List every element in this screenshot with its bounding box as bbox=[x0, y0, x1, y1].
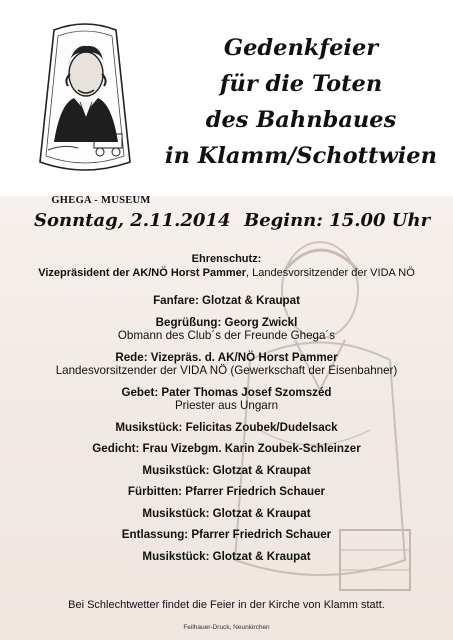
program-item bbox=[0, 294, 453, 308]
program-item-title: Fürbitten: Pfarrer Friedrich Schauer bbox=[127, 485, 326, 498]
weather-note: Bei Schlechtwetter findet die Feier in der Kirche von Klamm statt. bbox=[68, 599, 385, 611]
title-line-3: des Bahnbaues bbox=[205, 107, 397, 133]
page-title bbox=[156, 30, 446, 174]
honor-name: Vizepräsident der AK/NÖ Horst Pammer bbox=[38, 266, 247, 279]
program-item-subtitle: Obmann des Club´s der Freunde Ghega´s bbox=[117, 329, 336, 342]
program-item bbox=[0, 351, 453, 378]
event-start-time: Beginn: 15.00 Uhr bbox=[244, 210, 431, 231]
program-item bbox=[0, 316, 453, 343]
title-line-1: Gedenkfeier bbox=[223, 35, 379, 61]
program-item-title: Entlassung: Pfarrer Friedrich Schauer bbox=[121, 528, 332, 541]
program-item-title: Gebet: Pater Thomas Josef Szomszéd bbox=[121, 385, 332, 399]
museum-caption: GHEGA - MUSEUM bbox=[51, 195, 151, 206]
museum-logo bbox=[26, 18, 151, 206]
program-item-title: Musikstück: Glotzat & Kraupat bbox=[142, 506, 311, 520]
program-item-title: Musikstück: Felicitas Zoubek/Dudelsack bbox=[115, 420, 338, 434]
program-list bbox=[0, 294, 453, 563]
program-item-title: Musikstück: Glotzat & Kraupat bbox=[142, 549, 311, 563]
event-date: Sonntag, 2.11.2014 bbox=[34, 210, 231, 231]
title-line-4: in Klamm/Schottwien bbox=[165, 143, 437, 169]
program-item bbox=[0, 421, 453, 435]
program-item-subtitle: Priester aus Ungarn bbox=[174, 399, 279, 412]
program-item-title: Fanfare: Glotzat & Kraupat bbox=[153, 294, 300, 307]
program-item-title: Musikstück: Glotzat & Kraupat bbox=[142, 463, 311, 477]
program-item-title: Gedicht: Frau Vizebgm. Karin Zoubek-Schleinzer bbox=[92, 442, 361, 455]
honor-role: , Landesvorsitzender der VIDA NÖ bbox=[246, 266, 415, 279]
program-item bbox=[0, 442, 453, 456]
program-item bbox=[0, 507, 453, 521]
title-line-2: für die Toten bbox=[219, 71, 383, 97]
honor-text bbox=[0, 267, 453, 281]
printer-credit: Feilhauer-Druck, Neunkirchen bbox=[183, 624, 270, 631]
program-item-title: Begrüßung: Georg Zwickl bbox=[155, 315, 298, 329]
program-item bbox=[0, 550, 453, 564]
portrait-engraving-icon bbox=[34, 22, 136, 174]
program-item-subtitle: Landesvorsitzender der VIDA NÖ (Gewerkschaft der Eisenbahner) bbox=[55, 364, 398, 377]
event-date-line bbox=[34, 210, 434, 231]
program-item bbox=[0, 386, 453, 413]
program-item-title: Rede: Vizepräs. d. AK/NÖ Horst Pammer bbox=[115, 350, 338, 364]
program-item bbox=[0, 464, 453, 478]
program-item bbox=[0, 528, 453, 542]
program-content bbox=[0, 253, 453, 571]
program-item bbox=[0, 485, 453, 499]
honor-label: Ehrenschutz: bbox=[191, 253, 262, 265]
